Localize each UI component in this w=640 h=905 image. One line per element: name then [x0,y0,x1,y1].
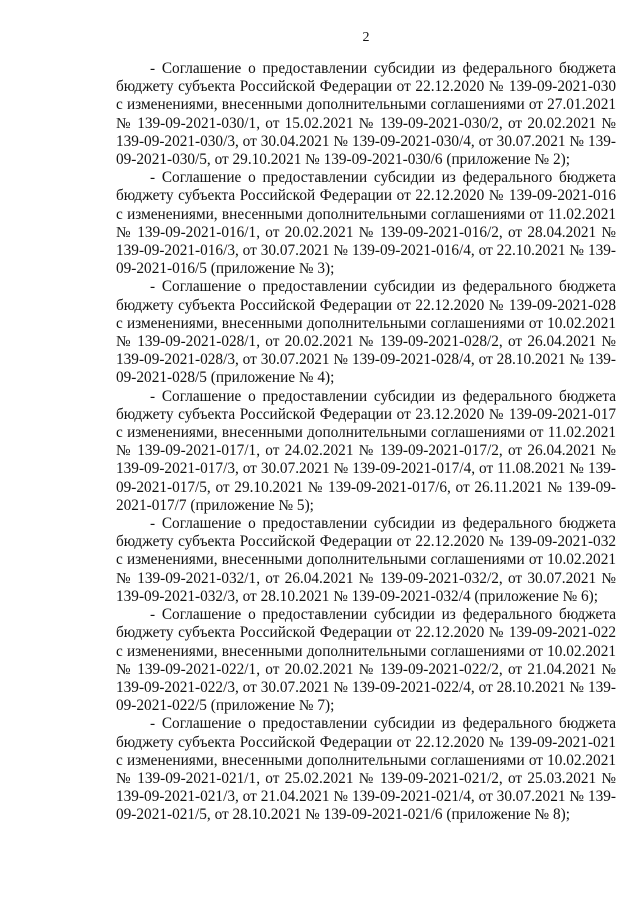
agreement-paragraph-1: - Соглашение о предоставлении субсидии из федерального бюджета бюджету субъекта Российской Федерации от 22.12.2020 № 139-09-2021-030 с изменениями, внесенными дополнительными соглашениями от 27.01.2021 № 139-09-2021-030/1, от 15.02.2021 № 139-09-2021-030/2, от 20.02.2021 № 139-09-2021-030/3, от 30.04.2021 № 139-09-2021-030/4, от 30.07.2021 № 139-09-2021-030/5, от 29.10.2021 № 139-09-2021-030/6 (приложение № 2); [116,60,616,169]
agreement-paragraph-2: - Соглашение о предоставлении субсидии из федерального бюджета бюджету субъекта Российской Федерации от 22.12.2020 № 139-09-2021-016 с изменениями, внесенными дополнительными соглашениями от 11.02.2021 № 139-09-2021-016/1, от 20.02.2021 № 139-09-2021-016/2, от 28.04.2021 № 139-09-2021-016/3, от 30.07.2021 № 139-09-2021-016/4, от 22.10.2021 № 139-09-2021-016/5 (приложение № 3); [116,169,616,278]
agreement-paragraph-3: - Соглашение о предоставлении субсидии из федерального бюджета бюджету субъекта Российской Федерации от 22.12.2020 № 139-09-2021-028 с изменениями, внесенными дополнительными соглашениями от 10.02.2021 № 139-09-2021-028/1, от 20.02.2021 № 139-09-2021-028/2, от 26.04.2021 № 139-09-2021-028/3, от 30.07.2021 № 139-09-2021-028/4, от 28.10.2021 № 139-09-2021-028/5 (приложение № 4); [116,278,616,387]
agreement-paragraph-7: - Соглашение о предоставлении субсидии из федерального бюджета бюджету субъекта Российской Федерации от 22.12.2020 № 139-09-2021-021 с изменениями, внесенными дополнительными соглашениями от 10.02.2021 № 139-09-2021-021/1, от 25.02.2021 № 139-09-2021-021/2, от 25.03.2021 № 139-09-2021-021/3, от 21.04.2021 № 139-09-2021-021/4, от 30.07.2021 № 139-09-2021-021/5, от 28.10.2021 № 139-09-2021-021/6 (приложение № 8); [116,715,616,824]
agreement-paragraph-5: - Соглашение о предоставлении субсидии из федерального бюджета бюджету субъекта Российской Федерации от 22.12.2020 № 139-09-2021-032 с изменениями, внесенными дополнительными соглашениями от 10.02.2021 № 139-09-2021-032/1, от 26.04.2021 № 139-09-2021-032/2, от 30.07.2021 № 139-09-2021-032/3, от 28.10.2021 № 139-09-2021-032/4 (приложение № 6); [116,515,616,605]
page-number: 2 [362,30,370,45]
agreement-paragraph-6: - Соглашение о предоставлении субсидии из федерального бюджета бюджету субъекта Российской Федерации от 22.12.2020 № 139-09-2021-022 с изменениями, внесенными дополнительными соглашениями от 10.02.2021 № 139-09-2021-022/1, от 20.02.2021 № 139-09-2021-022/2, от 21.04.2021 № 139-09-2021-022/3, от 30.07.2021 № 139-09-2021-022/4, от 28.10.2021 № 139-09-2021-022/5 (приложение № 7); [116,606,616,715]
agreement-paragraph-4: - Соглашение о предоставлении субсидии из федерального бюджета бюджету субъекта Российской Федерации от 23.12.2020 № 139-09-2021-017 с изменениями, внесенными дополнительными соглашениями от 11.02.2021 № 139-09-2021-017/1, от 24.02.2021 № 139-09-2021-017/2, от 26.04.2021 № 139-09-2021-017/3, от 30.07.2021 № 139-09-2021-017/4, от 11.08.2021 № 139-09-2021-017/5, от 29.10.2021 № 139-09-2021-017/6, от 26.11.2021 № 139-09-2021-017/7 (приложение № 5); [116,387,616,514]
